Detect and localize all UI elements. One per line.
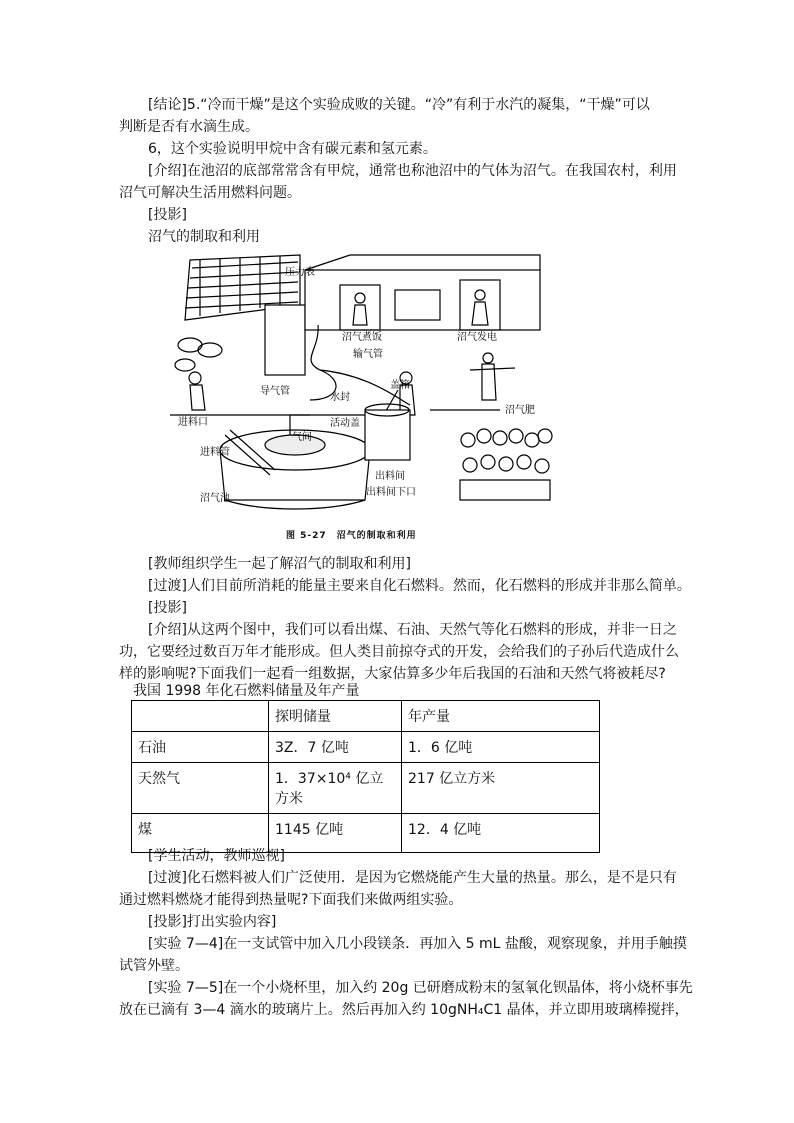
- table-row: [132, 763, 600, 814]
- table-header-cell: 年产量: [402, 701, 600, 732]
- table-cell: 天然气: [132, 763, 269, 814]
- biogas-diagram: [170, 250, 555, 512]
- text-line: [投影]打出实验内容]: [148, 914, 277, 930]
- text-line: [过渡]化石燃料被人们广泛使用．是因为它燃烧能产生大量的热量。那么，是不是只有: [148, 870, 677, 886]
- label-gas-pipe: 输气管: [353, 349, 383, 360]
- label-biogas-pit: 沼气池: [200, 493, 230, 504]
- text-line: [过渡]人们目前所消耗的能量主要来自化石燃料。然而，化石燃料的形成并非那么简单。: [148, 578, 691, 594]
- text-line: [实验 7—5]在一个小烧杯里，加入约 20g 已研磨成粉末的氢氧化钡晶体，将小烧杯事先: [148, 980, 693, 996]
- label-tank-cover: 盖箱: [390, 380, 410, 391]
- table-cell: 煤: [132, 814, 269, 853]
- label-feed-inlet: 进料口: [178, 417, 208, 428]
- figure-caption: 图 5-27 沼气的制取和利用: [286, 531, 417, 541]
- label-biogas-fertilizer: 沼气肥: [505, 405, 535, 416]
- text-line: 样的影响呢?下面我们一起看一组数据，大家估算多少年后我国的石油和天然气将被耗尽?: [119, 666, 666, 682]
- text-line: [学生活动，教师巡视]: [148, 848, 285, 864]
- text-line: 试管外壁。: [119, 958, 189, 974]
- text-line: [介绍]从这两个图中，我们可以看出煤、石油、天然气等化石燃料的形成，并非一日之: [148, 622, 677, 638]
- table-cell: 217 亿立方米: [402, 763, 600, 814]
- label-discharge-room: 出料间: [375, 471, 405, 482]
- table-row: [132, 732, 600, 763]
- text-line: [结论]5.“冷而干燥”是这个实验成败的关键。“冷”有利于水汽的凝集，“干燥”可以: [148, 97, 650, 113]
- table-cell: 1．37×10⁴ 亿立方米: [269, 763, 402, 814]
- text-line: 功，它要经过数百万年才能形成。但人类目前掠夺式的开发，会给我们的子孙后代造成什么: [119, 644, 679, 660]
- label-gas-chamber: 气间: [292, 432, 312, 443]
- table-header-cell: [132, 701, 269, 732]
- table-header-row: [132, 701, 600, 732]
- text-line: [投影]: [148, 600, 187, 616]
- text-line: 沼气可解决生活用燃料问题。: [119, 185, 301, 201]
- text-line: 通过燃料燃烧才能得到热量呢?下面我们来做两组实验。: [119, 892, 463, 908]
- text-line: [介绍]在池沼的底部常常含有甲烷，通常也称池沼中的气体为沼气。在我国农村，利用: [148, 163, 677, 179]
- label-movable-cover: 活动盖: [330, 418, 360, 429]
- label-discharge-lower: 出料间下口: [366, 487, 416, 498]
- text-line: 判断是否有水滴生成。: [119, 119, 259, 135]
- label-biogas-power: 沼气发电: [457, 332, 497, 343]
- fossil-fuel-table: [131, 700, 600, 853]
- label-biogas-cooking: 沼气煮饭: [342, 332, 382, 343]
- text-line: 放在已滴有 3—4 滴水的玻璃片上。然后再加入约 10gNH₄C1 晶体，并立即用玻璃棒搅拌，: [119, 1002, 689, 1018]
- table-cell: 12．4 亿吨: [402, 814, 600, 853]
- text-line: [实验 7—4]在一支试管中加入几小段镁条．再加入 5 mL 盐酸，观察现象，并用手触摸: [148, 936, 687, 952]
- table-cell: 3Z．7 亿吨: [269, 732, 402, 763]
- label-water-seal: 水封: [330, 392, 350, 403]
- label-feed-pipe: 进料管: [200, 447, 230, 458]
- label-pressure-gauge: 压力表: [285, 267, 315, 278]
- table-cell: 石油: [132, 732, 269, 763]
- biogas-illustration: [170, 250, 555, 512]
- table-cell: 1145 亿吨: [269, 814, 402, 853]
- text-line: 沼气的制取和利用: [148, 229, 260, 245]
- table-header-cell: 探明储量: [269, 701, 402, 732]
- table-cell: 1．6 亿吨: [402, 732, 600, 763]
- text-line: [投影]: [148, 207, 187, 223]
- table-title: 我国 1998 年化石燃料储量及年产量: [133, 683, 360, 699]
- text-line: 6，这个实验说明甲烷中含有碳元素和氢元素。: [148, 141, 437, 157]
- label-guide-pipe: 导气管: [260, 386, 290, 397]
- text-line: [教师组织学生一起了解沼气的制取和利用]: [148, 556, 411, 572]
